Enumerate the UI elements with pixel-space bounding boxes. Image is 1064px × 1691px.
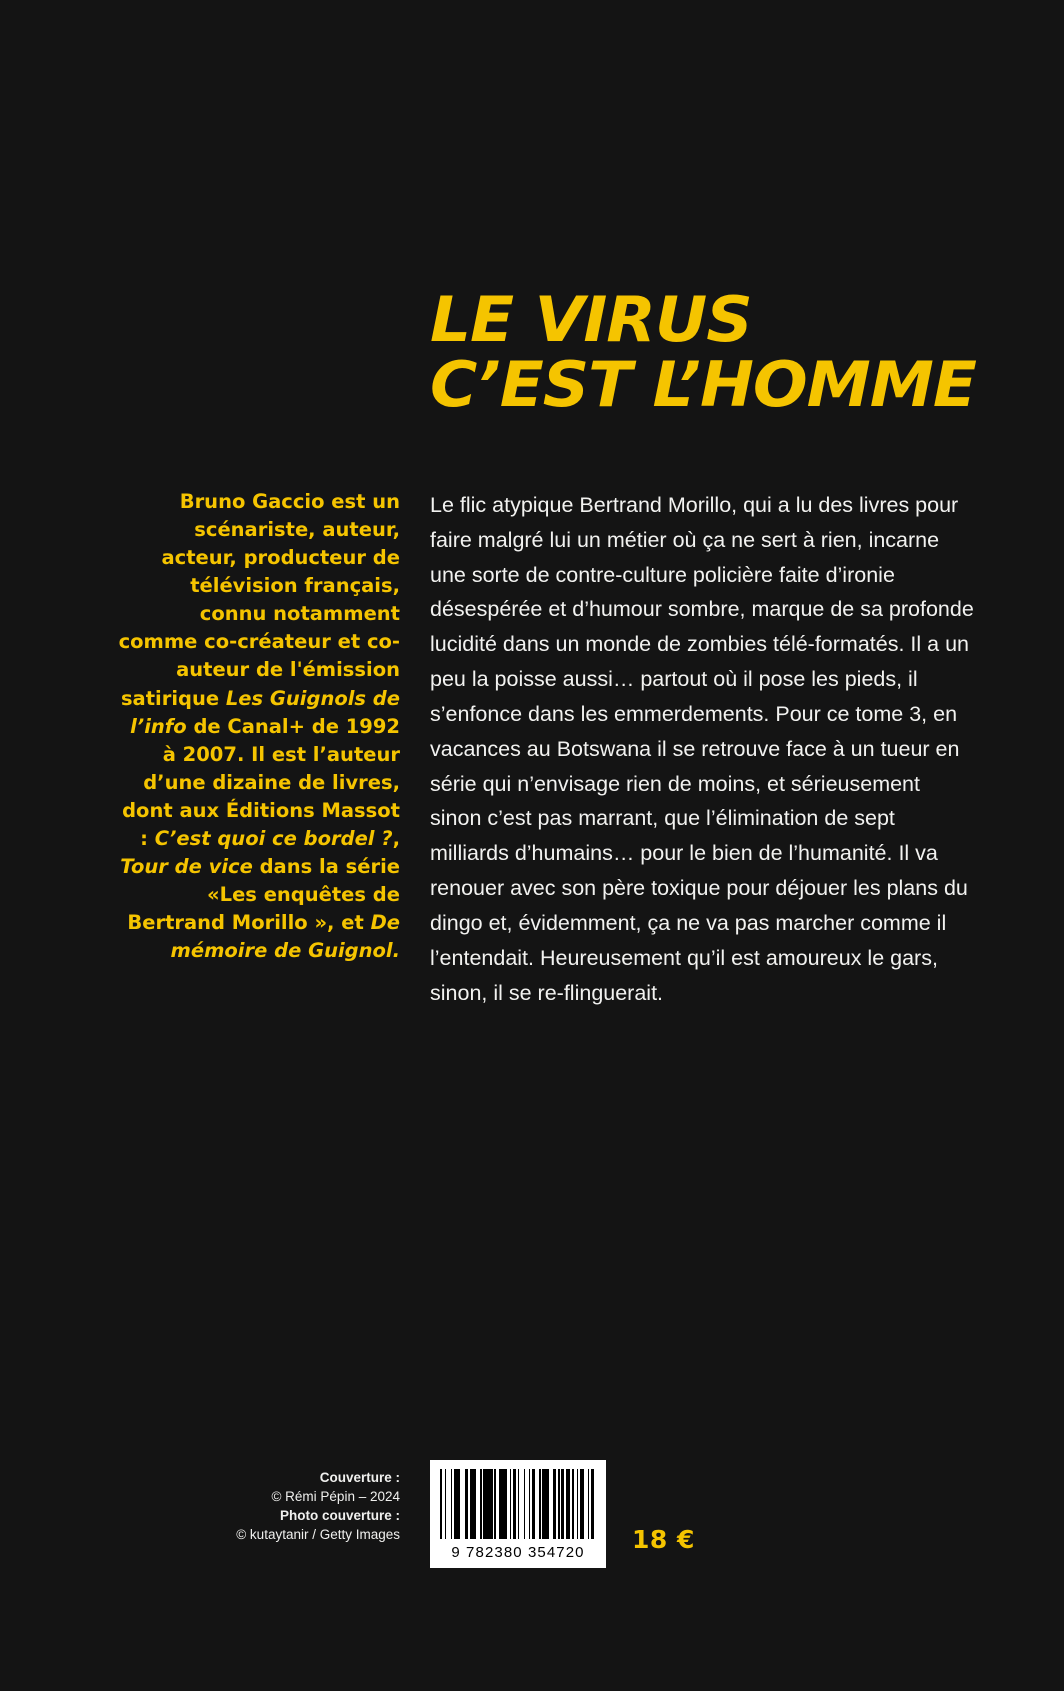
cover-credits [170,1468,400,1545]
book-title-line-2: C’EST L’HOMME [430,347,976,421]
photo-credit-label: Photo couverture : [279,1508,400,1524]
cover-credit-label: Couverture : [319,1470,400,1485]
cover-credit-value: © Rémi Pépin – 2024 [271,1489,400,1505]
photo-credit-value: © kutaytanir / Getty Images [236,1527,400,1543]
book-title-line-1: LE VIRUS [430,283,752,356]
author-biography: Bruno Gaccio est un scénariste, auteur, acteur, producteur de télévision français, connu notamment comme co-créateur et co-auteur de l'émission satirique Les Guignols de l’info de Canal+ de 1992 à 2007. Il est l’auteur d’une dizaine de livres, dont aux Éditions Massot : C’est quoi ce bordel ?, Tour de vice dans la série «Les enquêtes de Bertrand Morillo », et De mémoire de Guignol. [118,490,400,963]
book-title [430,283,1010,421]
book-blurb: Le flic atypique Bertrand Morillo, qui a lu des livres pour faire malgré lui un métier où ça ne sert à rien, incarne une sorte de contre-culture policière faite d’ironie désespérée et d’humour sombre, marque de sa profonde lucidité dans un monde de zombies télé-formatés. Il a un peu la poisse aussi… partout où il pose les pieds, il s’enfonce dans les emmerdements. Pour ce tome 3, en vacances au Botswana il se retrouve face à un tueur en série qui n’envisage rien de moins, et sérieusement sinon c’est pas marrant, que l’élimination de sept milliards d’humains… pour le bien de l’humanité. Il va renouer avec son père toxique pour déjouer les plans du dingo et, évidemment, ça ne va pas marcher comme il l’entendait. Heureusement qu’il est amoureux le gars, sinon, il se re-flinguerait. [430,493,974,1005]
barcode-bars [440,1469,596,1539]
price-label: 18 € [632,1525,695,1554]
barcode [430,1460,606,1568]
isbn-number: 9 782380 354720 [451,1544,585,1561]
